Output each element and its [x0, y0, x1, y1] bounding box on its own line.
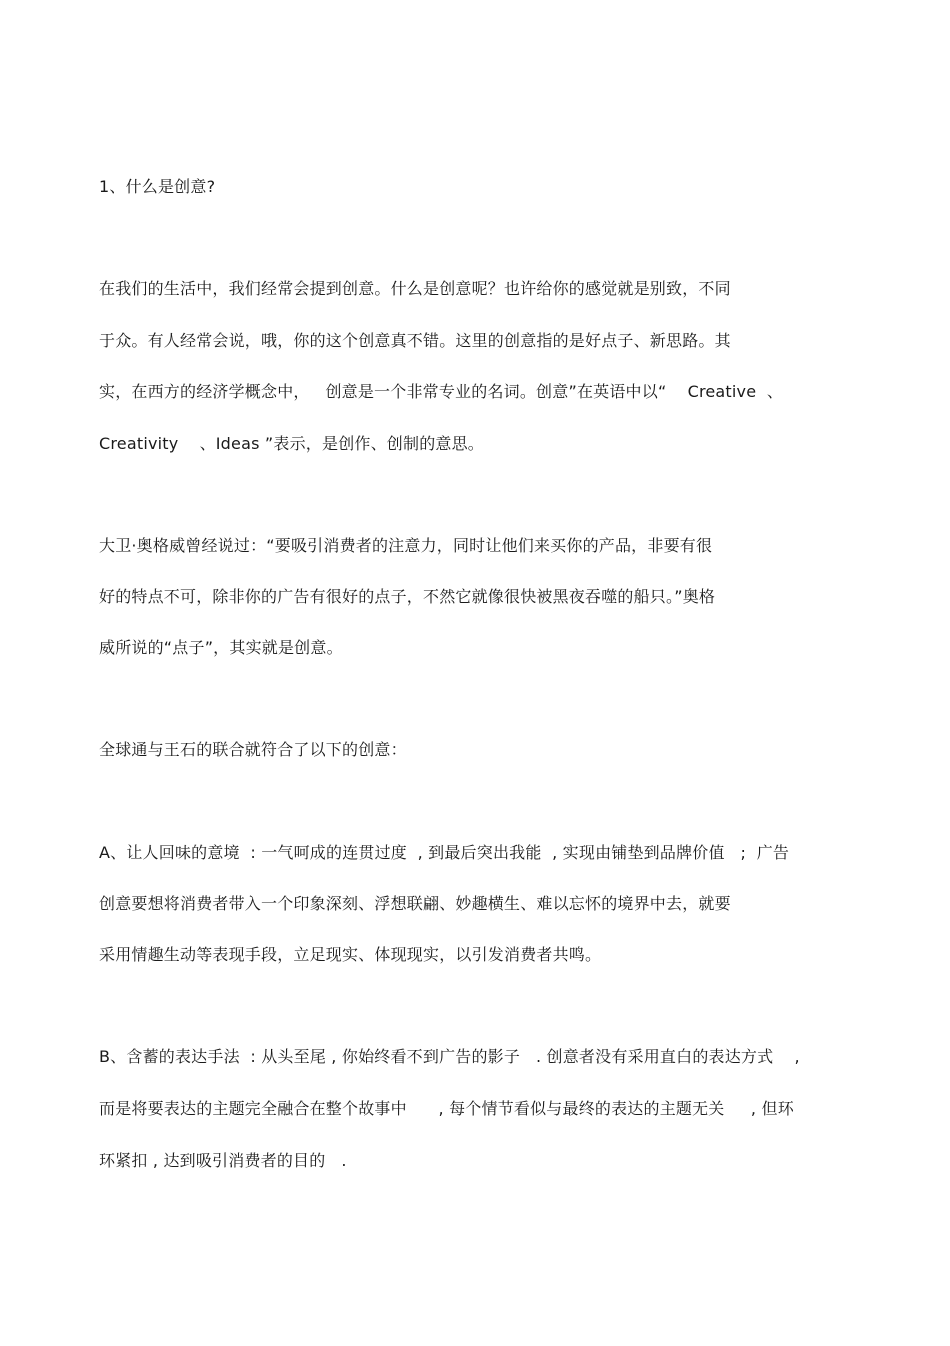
paragraph-5-line-1: B、含蓄的表达手法 : 从头至尾 , 你始终看不到广告的影子 . 创意者没有采用直白的表达方式 ,: [99, 1047, 800, 1066]
paragraph-2-line-3: 威所说的“点子”，其实就是创意。: [99, 638, 343, 657]
paragraph-2-line-1: 大卫·奥格威曾经说过：“要吸引消费者的注意力，同时让他们来买你的产品，非要有很: [99, 536, 713, 555]
paragraph-3-line-1: 全球通与王石的联合就符合了以下的创意：: [99, 740, 407, 759]
paragraph-4-line-2: 创意要想将消费者带入一个印象深刻、浮想联翩、妙趣横生、难以忘怀的境界中去，就要: [99, 894, 731, 913]
paragraph-4-line-1: A、让人回味的意境 : 一气呵成的连贯过度 , 到最后突出我能 , 实现由铺垫到品牌价值 ; 广告: [99, 843, 790, 862]
paragraph-4-line-3: 采用情趣生动等表现手段，立足现实、体现现实，以引发消费者共鸣。: [99, 945, 602, 964]
paragraph-1-line-4: Creativity 、Ideas ”表示，是创作、创制的意思。: [99, 434, 485, 453]
section-heading: 1、什么是创意?: [99, 177, 216, 196]
paragraph-1-line-3: 实，在西方的经济学概念中， 创意是一个非常专业的名词。创意”在英语中以“ Creative 、: [99, 382, 784, 401]
paragraph-5-line-2: 而是将要表达的主题完全融合在整个故事中 , 每个情节看似与最终的表达的主题无关 , 但环: [99, 1099, 794, 1118]
paragraph-1-line-1: 在我们的生活中，我们经常会提到创意。什么是创意呢？也许给你的感觉就是别致，不同: [99, 279, 731, 298]
paragraph-2-line-2: 好的特点不可，除非你的广告有很好的点子，不然它就像很快被黑夜吞噬的船只。”奥格: [99, 587, 716, 606]
paragraph-5-line-3: 环紧扣 , 达到吸引消费者的目的 .: [99, 1151, 347, 1170]
paragraph-1-line-2: 于众。有人经常会说，哦，你的这个创意真不错。这里的创意指的是好点子、新思路。其: [99, 331, 731, 350]
